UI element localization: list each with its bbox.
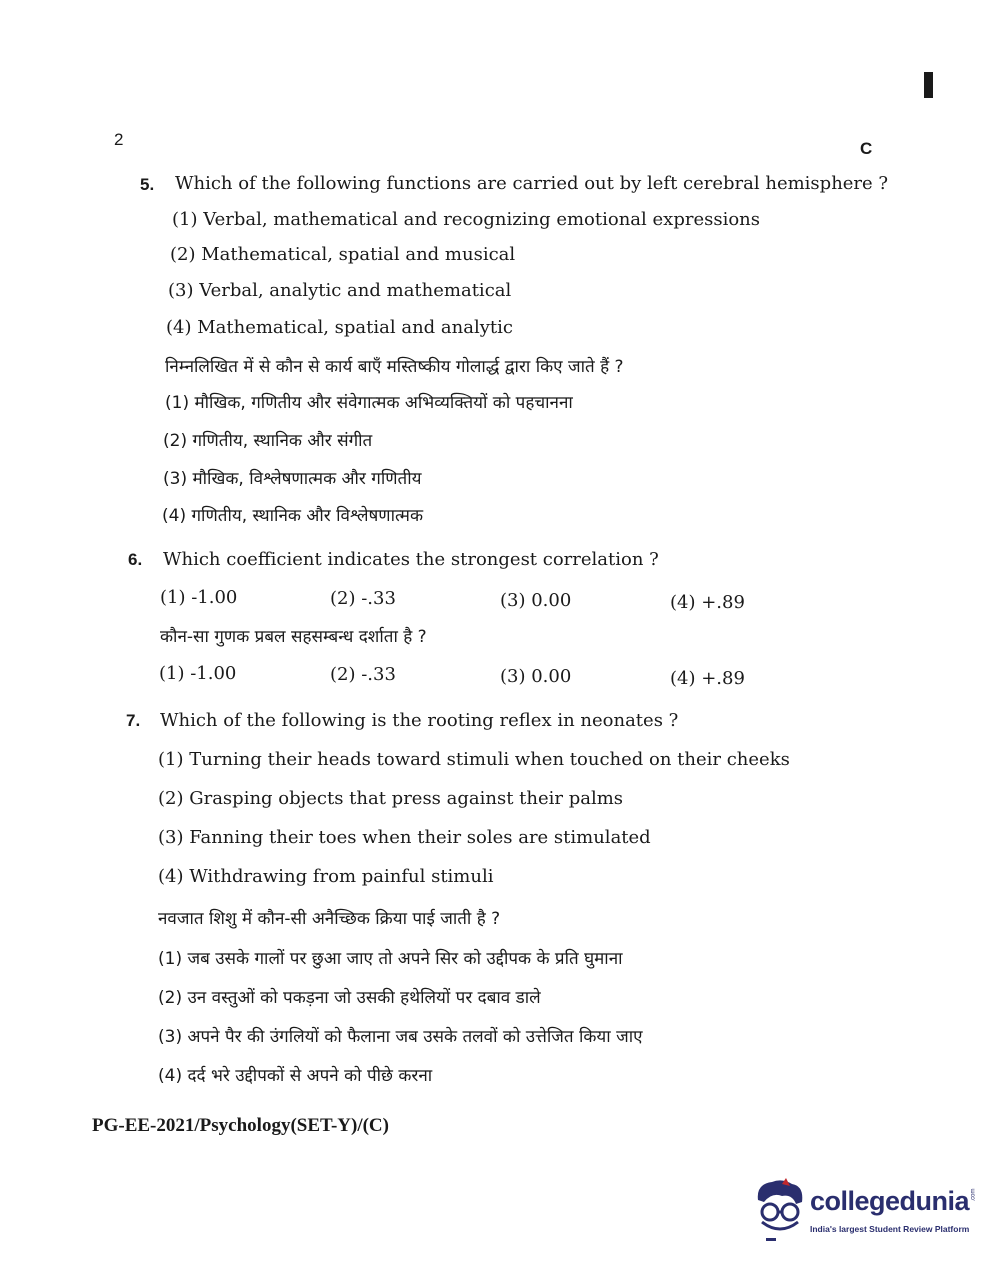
q6-option-2: (2) -.33 — [330, 588, 396, 609]
q5-hindi-option-4: (4) गणितीय, स्थानिक और विश्लेषणात्मक — [162, 506, 423, 526]
exam-code-footer: PG-EE-2021/Psychology(SET-Y)/(C) — [92, 1115, 389, 1136]
q7-hindi-option-4: (4) दर्द भरे उद्दीपकों से अपने को पीछे करना — [158, 1066, 433, 1086]
q5-hindi-text: निम्नलिखित में से कौन से कार्य बाएँ मस्तिष्कीय गोलार्द्ध द्वारा किए जाते हैं ? — [165, 357, 624, 377]
q6-hindi-option-3: (3) 0.00 — [500, 666, 572, 687]
q5-hindi-option-3: (3) मौखिक, विश्लेषणात्मक और गणितीय — [163, 469, 422, 489]
q6-option-3: (3) 0.00 — [500, 590, 572, 611]
q5-option-2: (2) Mathematical, spatial and musical — [170, 244, 516, 265]
mascot-icon — [752, 1178, 808, 1244]
q7-text: Which of the following is the rooting reflex in neonates ? — [160, 710, 679, 731]
q7-number: 7. — [126, 711, 141, 730]
q6-hindi-option-4: (4) +.89 — [670, 668, 745, 689]
q7-option-2: (2) Grasping objects that press against their palms — [158, 788, 624, 809]
page-number: 2 — [114, 130, 124, 149]
logo-domain-suffix: .com — [970, 1188, 977, 1202]
q7-hindi-option-1: (1) जब उसके गालों पर छुआ जाए तो अपने सिर को उद्दीपक के प्रति घुमाना — [158, 949, 623, 969]
q5-option-1: (1) Verbal, mathematical and recognizing emotional expressions — [172, 209, 760, 230]
q6-text: Which coefficient indicates the strongest correlation ? — [163, 549, 659, 570]
q7-hindi-option-3: (3) अपने पैर की उंगलियों को फैलाना जब उसके तलवों को उत्तेजित किया जाए — [158, 1027, 643, 1047]
q5-hindi-option-2: (2) गणितीय, स्थानिक और संगीत — [163, 431, 373, 451]
q5-text: Which of the following functions are carried out by left cerebral hemisphere ? — [175, 173, 889, 194]
set-code: C — [860, 139, 873, 158]
q5-option-4: (4) Mathematical, spatial and analytic — [166, 317, 513, 338]
q6-hindi-text: कौन-सा गुणक प्रबल सहसम्बन्ध दर्शाता है ? — [160, 627, 427, 647]
q7-hindi-text: नवजात शिशु में कौन-सी अनैच्छिक क्रिया पाई जाती है ? — [158, 909, 501, 929]
q7-option-1: (1) Turning their heads toward stimuli when touched on their cheeks — [158, 749, 790, 770]
q7-hindi-option-2: (2) उन वस्तुओं को पकड़ना जो उसकी हथेलियों पर दबाव डाले — [158, 988, 541, 1008]
q7-option-3: (3) Fanning their toes when their soles are stimulated — [158, 827, 651, 848]
corner-mark — [924, 72, 933, 98]
logo-wordmark: collegedunia — [810, 1186, 970, 1216]
q6-option-4: (4) +.89 — [670, 592, 745, 613]
q5-hindi-option-1: (1) मौखिक, गणितीय और संवेगात्मक अभिव्यक्तियों को पहचानना — [165, 393, 573, 413]
q6-number: 6. — [128, 550, 143, 569]
logo-tagline: India's largest Student Review Platform — [810, 1224, 970, 1234]
q5-number: 5. — [140, 175, 155, 194]
collegedunia-logo — [752, 1178, 982, 1248]
q6-option-1: (1) -1.00 — [160, 587, 238, 608]
q6-hindi-option-1: (1) -1.00 — [159, 663, 237, 684]
q5-option-3: (3) Verbal, analytic and mathematical — [168, 280, 512, 301]
q7-option-4: (4) Withdrawing from painful stimuli — [158, 866, 494, 887]
q6-hindi-option-2: (2) -.33 — [330, 664, 396, 685]
